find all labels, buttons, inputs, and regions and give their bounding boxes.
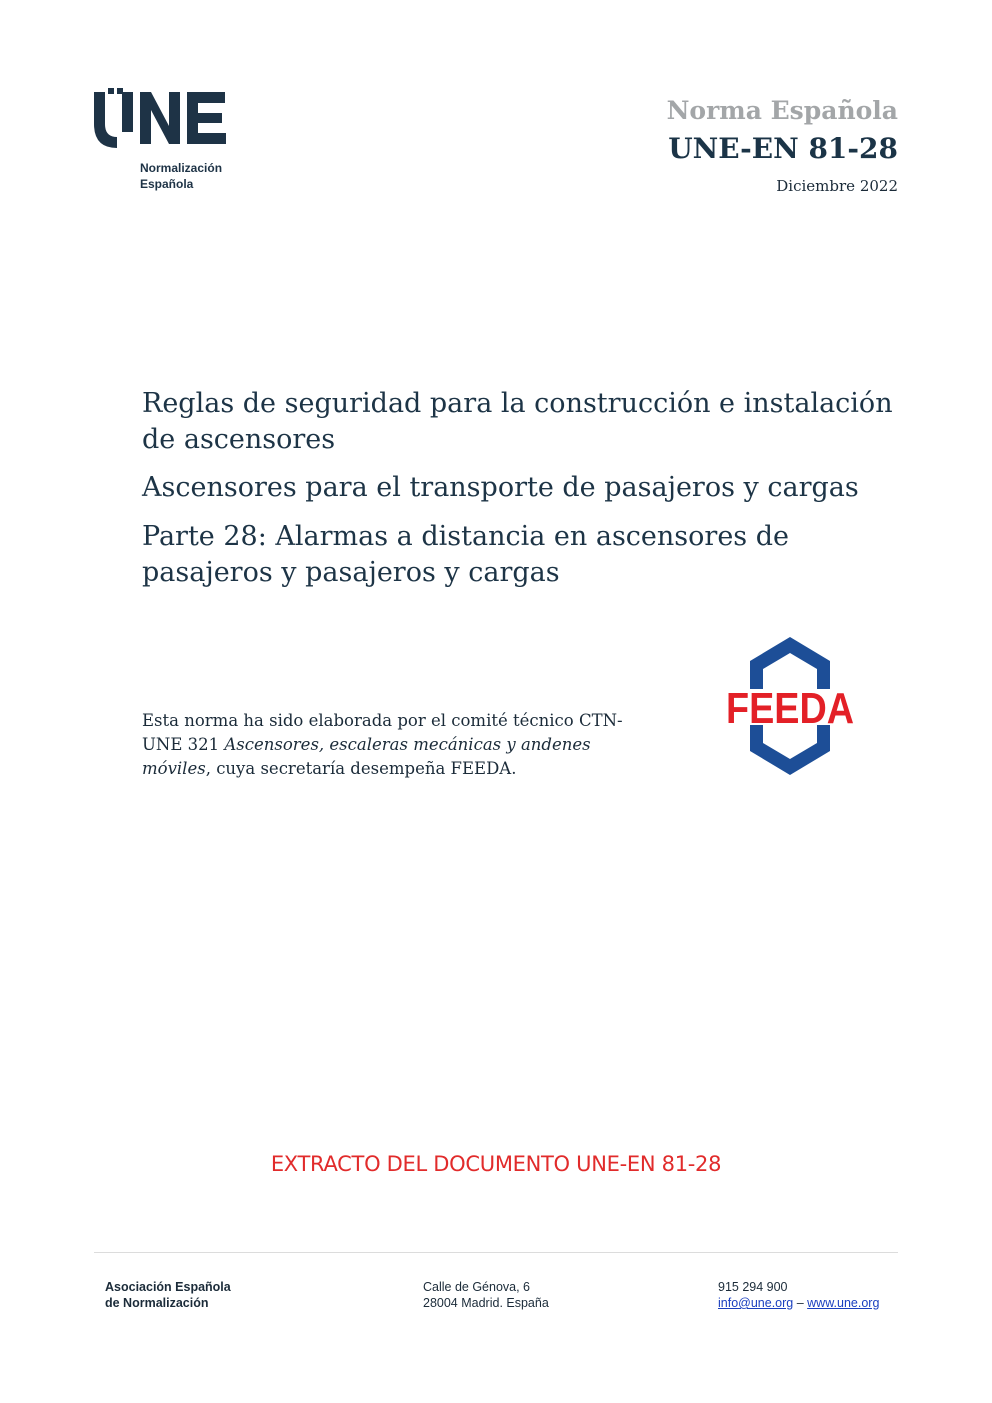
extract-notice: EXTRACTO DEL DOCUMENTO UNE-EN 81-28 <box>270 1152 722 1176</box>
footer-contact <box>718 1279 879 1311</box>
website-link[interactable]: www.une.org <box>807 1296 880 1310</box>
publication-date: Diciembre 2022 <box>776 177 898 195</box>
footer-phone: 915 294 900 <box>718 1280 788 1294</box>
une-wordmark-icon <box>92 88 232 150</box>
footer-address-line2: 28004 Madrid. España <box>423 1296 549 1310</box>
footer-org-line2: de Normalización <box>105 1296 209 1310</box>
footer-divider <box>94 1252 898 1253</box>
email-link[interactable]: info@une.org <box>718 1296 794 1310</box>
committee-name: Ascensores, escaleras mecánicas y andenes móviles <box>142 735 591 778</box>
footer-separator: – <box>793 1296 808 1310</box>
footer-org-line1: Asociación Española <box>105 1280 231 1294</box>
une-logo <box>92 88 242 198</box>
une-logo-line2: Española <box>140 177 194 191</box>
committee-outro: , cuya secretaría desempeña FEEDA. <box>205 759 517 778</box>
title-part: Parte 28: Alarmas a distancia en ascensores de pasajeros y pasajeros y cargas <box>142 521 789 588</box>
title-main: Reglas de seguridad para la construcción e instalación de ascensores <box>142 388 893 455</box>
footer-organization <box>105 1279 231 1311</box>
footer-address <box>423 1279 549 1311</box>
title-sub: Ascensores para el transporte de pasajeros y cargas <box>142 472 859 503</box>
une-logo-line1: Normalización <box>140 161 223 175</box>
norma-label: Norma Española <box>666 96 898 125</box>
committee-intro: Esta norma ha sido elaborada por el comité técnico CTN-UNE 321 <box>142 711 623 754</box>
footer-address-line1: Calle de Génova, 6 <box>423 1280 531 1294</box>
feeda-wordmark: FEEDA <box>726 684 854 733</box>
committee-paragraph <box>142 709 642 781</box>
feeda-logo <box>724 637 856 775</box>
feeda-hexagon-icon <box>724 637 856 775</box>
standard-code: UNE-EN 81-28 <box>668 132 898 165</box>
